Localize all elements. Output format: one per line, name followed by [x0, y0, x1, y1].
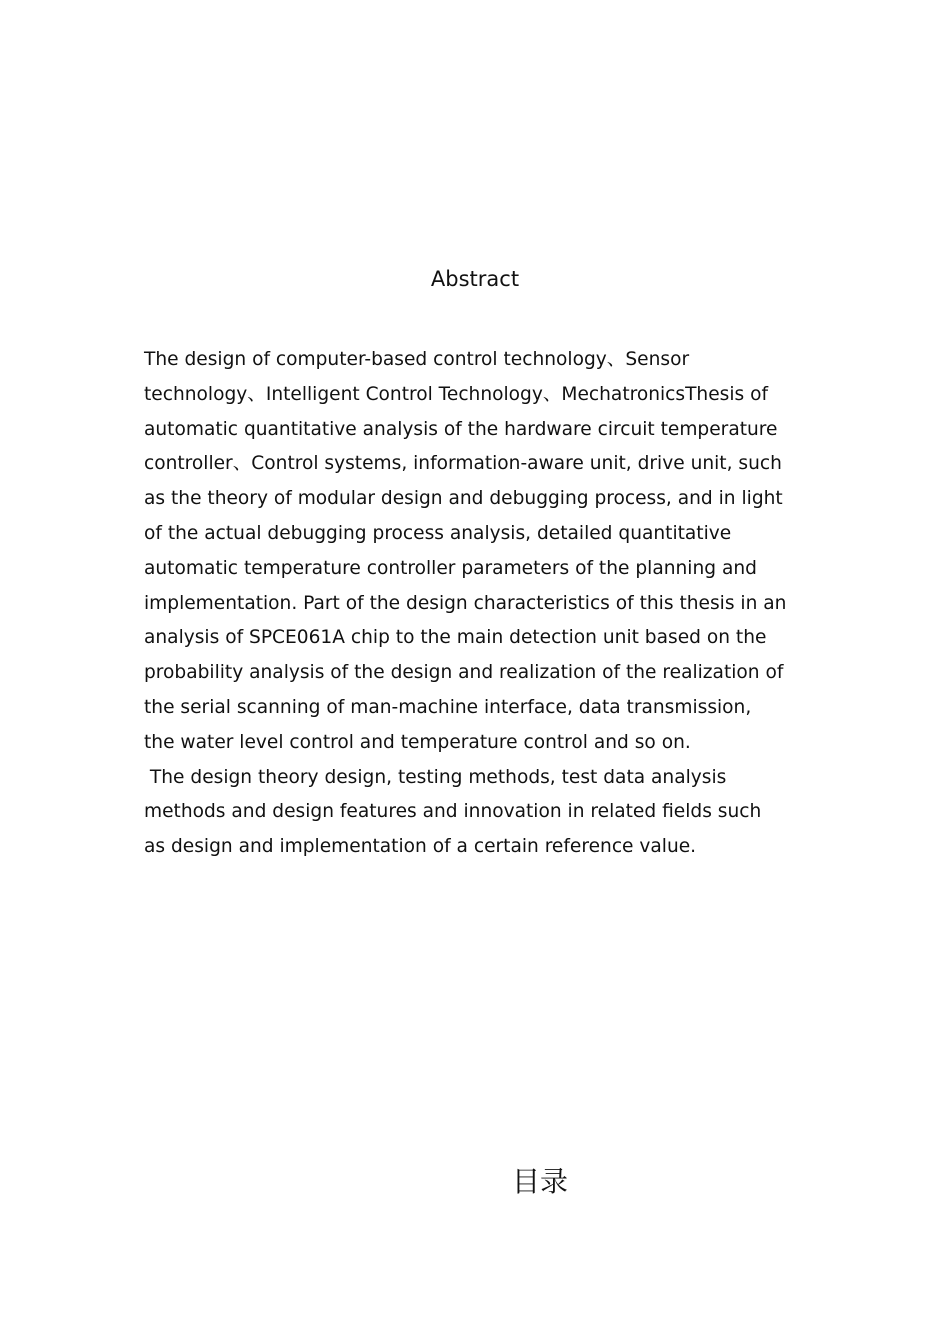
abstract-line: The design theory design, testing methods, test data analysis	[144, 766, 727, 788]
abstract-line: the water level control and temperature control and so on.	[144, 731, 691, 753]
abstract-line: the serial scanning of man-machine interface, data transmission,	[144, 696, 752, 718]
abstract-line: probability analysis of the design and realization of the realization of	[144, 662, 784, 684]
abstract-line: automatic temperature controller parameters of the planning and	[144, 557, 757, 579]
abstract-line: of the actual debugging process analysis, detailed quantitative	[144, 522, 732, 544]
abstract-line: automatic quantitative analysis of the hardware circuit temperature	[144, 418, 778, 440]
abstract-line: controller、Control systems, information-aware unit, drive unit, such	[144, 453, 782, 475]
abstract-line: implementation. Part of the design characteristics of this thesis in an	[144, 592, 787, 614]
abstract-line: The design of computer-based control technology、Sensor	[144, 349, 690, 370]
table-of-contents-heading: 目录	[512, 1165, 569, 1198]
abstract-body	[144, 343, 814, 865]
abstract-heading: Abstract	[430, 267, 520, 291]
abstract-line: technology、Intelligent Control Technology、MechatronicsThesis of	[144, 383, 769, 405]
abstract-line: methods and design features and innovation in related fields such	[144, 801, 762, 823]
abstract-line: analysis of SPCE061A chip to the main detection unit based on the	[144, 627, 767, 649]
abstract-line: as the theory of modular design and debugging process, and in light	[144, 488, 783, 510]
abstract-line: as design and implementation of a certain reference value.	[144, 836, 697, 858]
